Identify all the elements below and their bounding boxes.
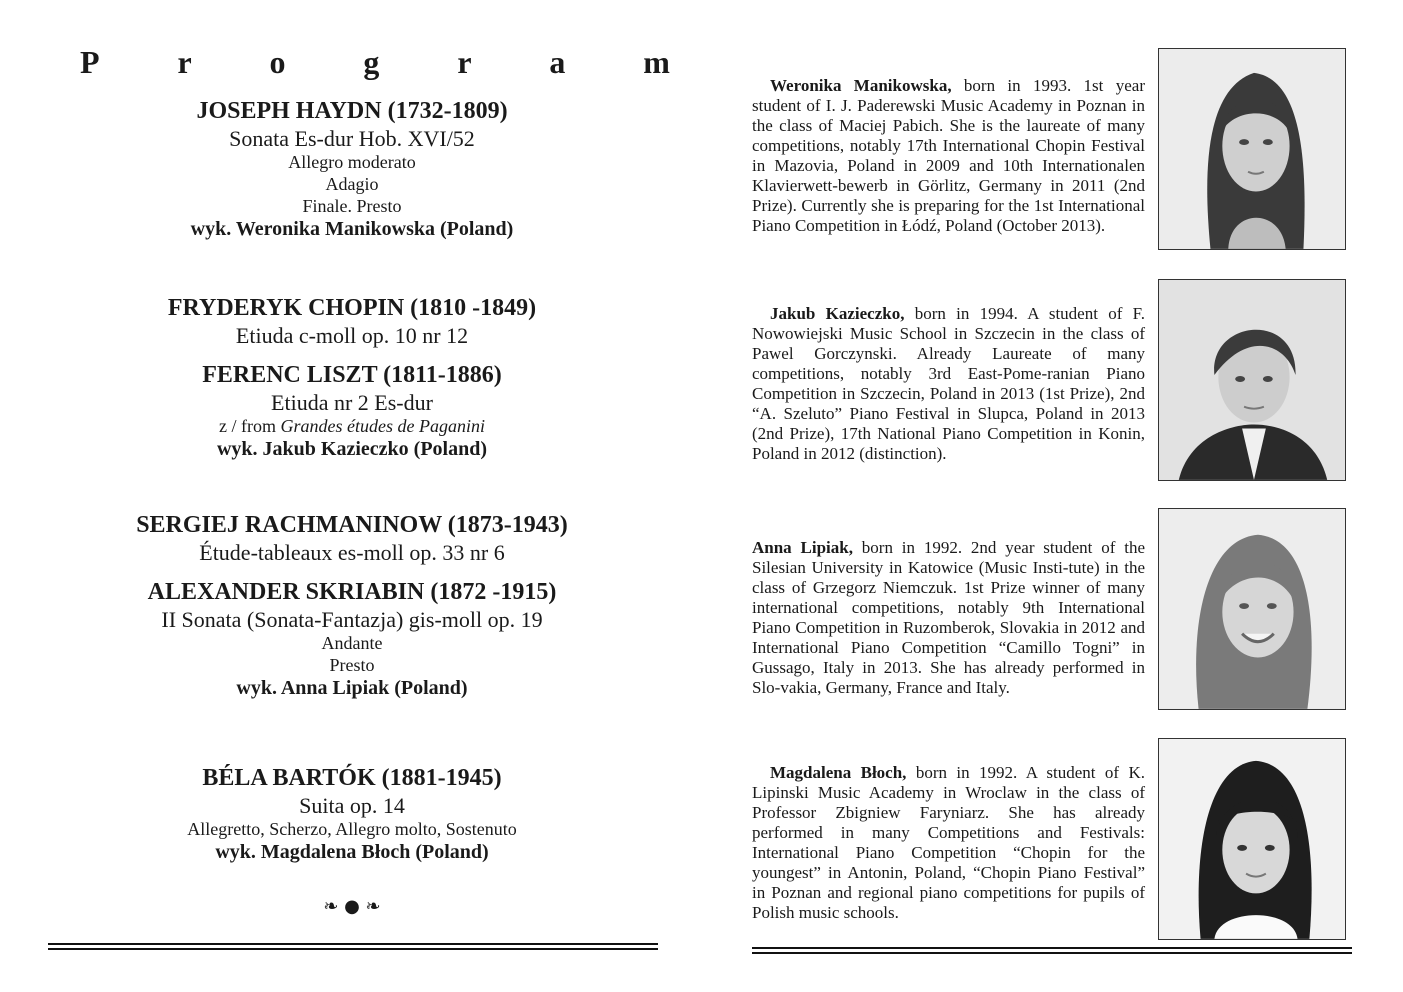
portrait-young-man-suit-icon xyxy=(1159,280,1345,480)
work-title: Étude-tableaux es-moll op. 33 nr 6 xyxy=(199,540,505,565)
performer-line: wyk. Anna Lipiak (Poland) xyxy=(236,677,468,699)
photo-weronika-manikowska xyxy=(1158,48,1346,250)
portrait-woman-long-hair-icon xyxy=(1159,49,1345,249)
bio-name: Magdalena Błoch, xyxy=(770,763,907,782)
program-section-bartok xyxy=(48,763,656,865)
bio-text: born in 1993. 1st year student of I. J. Paderewski Music Academy in Poznan in the class of Maciej Pabich. She is the laureate of many competitions, notably 17th International Chopin Festival in Mazovia, Poland in 2009 and 10th Internationalen Klavierwett-bewerb in Görlitz, Germany in 2011 (2nd Prize). Currently she is preparing for the 1st International Piano Competition in Łódź, Poland (October 2013). xyxy=(752,76,1145,235)
composer-heading: ALEXANDER SKRIABIN (1872 -1915) xyxy=(147,579,557,605)
composer-heading: FERENC LISZT (1811-1886) xyxy=(202,362,502,388)
title-letter: r xyxy=(457,44,472,80)
ornament-divider: ❧ ● ❧ xyxy=(323,896,381,917)
bio-name: Weronika Manikowska, xyxy=(770,76,952,95)
double-rule-top xyxy=(48,943,658,945)
bio-anna-lipiak xyxy=(752,538,1145,698)
title-letter: m xyxy=(643,44,670,80)
work-title: Sonata Es-dur Hob. XVI/52 xyxy=(229,126,475,151)
movement: Allegro moderato xyxy=(288,152,416,172)
bio-name: Jakub Kazieczko, xyxy=(770,304,905,323)
source-title: Grandes études de Paganini xyxy=(280,416,485,436)
program-section-haydn xyxy=(48,96,656,242)
performer-line: wyk. Jakub Kazieczko (Poland) xyxy=(216,438,488,460)
bio-name: Anna Lipiak, xyxy=(752,538,853,557)
work-title: Suita op. 14 xyxy=(299,793,405,818)
movement: Adagio xyxy=(325,174,379,194)
program-title xyxy=(80,44,670,80)
work-title: II Sonata (Sonata-Fantazja) gis-moll op. 19 xyxy=(161,607,543,632)
photo-magdalena-bloch xyxy=(1158,738,1346,940)
program-section-chopin-liszt xyxy=(48,293,656,462)
portrait-woman-smiling-icon xyxy=(1159,509,1345,709)
performer-line: wyk. Magdalena Błoch (Poland) xyxy=(215,841,489,863)
program-section-rachmaninow-skriabin xyxy=(48,510,656,701)
source-prefix: z / from xyxy=(219,416,281,436)
bio-magdalena-bloch xyxy=(752,763,1145,923)
bio-weronika-manikowska xyxy=(752,76,1145,236)
portrait-woman-dark-bangs-icon xyxy=(1159,739,1345,939)
title-letter: o xyxy=(269,44,286,80)
movement: Andante xyxy=(321,633,383,653)
program-page xyxy=(48,0,670,992)
composer-heading: SERGIEJ RACHMANINOW (1873-1943) xyxy=(136,512,568,538)
photo-jakub-kazieczko xyxy=(1158,279,1346,481)
double-rule-top xyxy=(752,947,1352,949)
double-rule-bottom xyxy=(48,948,658,950)
movement: Finale. Presto xyxy=(302,196,402,216)
work-source xyxy=(48,415,656,437)
bio-text: born in 1994. A student of F. Nowowiejski Music School in Szczecin in the class of Pawel Gorczynski. Already Laureate of many competitions, notably 3rd East-Pome-ranian Piano Competition in Szczecin, Poland in 2013 (1st Prize), 2nd “A. Szeluto” Piano Festival in Slupca, Poland in 2013 (2nd Prize), 17th National Piano Competition in Konin, Poland in 2012 (distinction). xyxy=(752,304,1145,463)
composer-heading: BÉLA BARTÓK (1881-1945) xyxy=(202,765,502,791)
title-letter: g xyxy=(363,44,380,80)
work-title: Etiuda nr 2 Es-dur xyxy=(271,390,433,415)
performer-line: wyk. Weronika Manikowska (Poland) xyxy=(190,218,514,240)
composer-heading: FRYDERYK CHOPIN (1810 -1849) xyxy=(167,295,537,321)
biographies-page xyxy=(752,0,1352,992)
title-letter: r xyxy=(177,44,192,80)
composer-heading: JOSEPH HAYDN (1732-1809) xyxy=(196,98,508,124)
bio-jakub-kazieczko xyxy=(752,304,1145,464)
work-title: Etiuda c-moll op. 10 nr 12 xyxy=(235,323,469,348)
photo-anna-lipiak xyxy=(1158,508,1346,710)
bio-text: born in 1992. 2nd year student of the Silesian University in Katowice (Music Insti-tute) in the class of Grzegorz Niemczuk. 1st Prize winner of many international competitions, notably 9th International Piano Competition in Ruzomberok, Slovakia in 2012 and International Piano Competition “Camillo Togni” in Gussago, Italy in 2013. She has already performed in Slo-vakia, Germany, France and Italy. xyxy=(752,538,1145,697)
double-rule-bottom xyxy=(752,952,1352,954)
title-letter: a xyxy=(549,44,566,80)
movement: Presto xyxy=(329,655,375,675)
movement: Allegretto, Scherzo, Allegro molto, Sostenuto xyxy=(187,819,517,839)
title-letter: P xyxy=(80,44,100,80)
bio-text: born in 1992. A student of K. Lipinski Music Academy in Wroclaw in the class of Professor Zbigniew Faryniarz. She has already performed in many Competitions and Festivals: International Piano Competition “Chopin for the youngest” in Antonin, Poland, “Chopin Piano Festival” in Poznan and regional piano competitions for pupils of Polish music schools. xyxy=(752,763,1145,922)
